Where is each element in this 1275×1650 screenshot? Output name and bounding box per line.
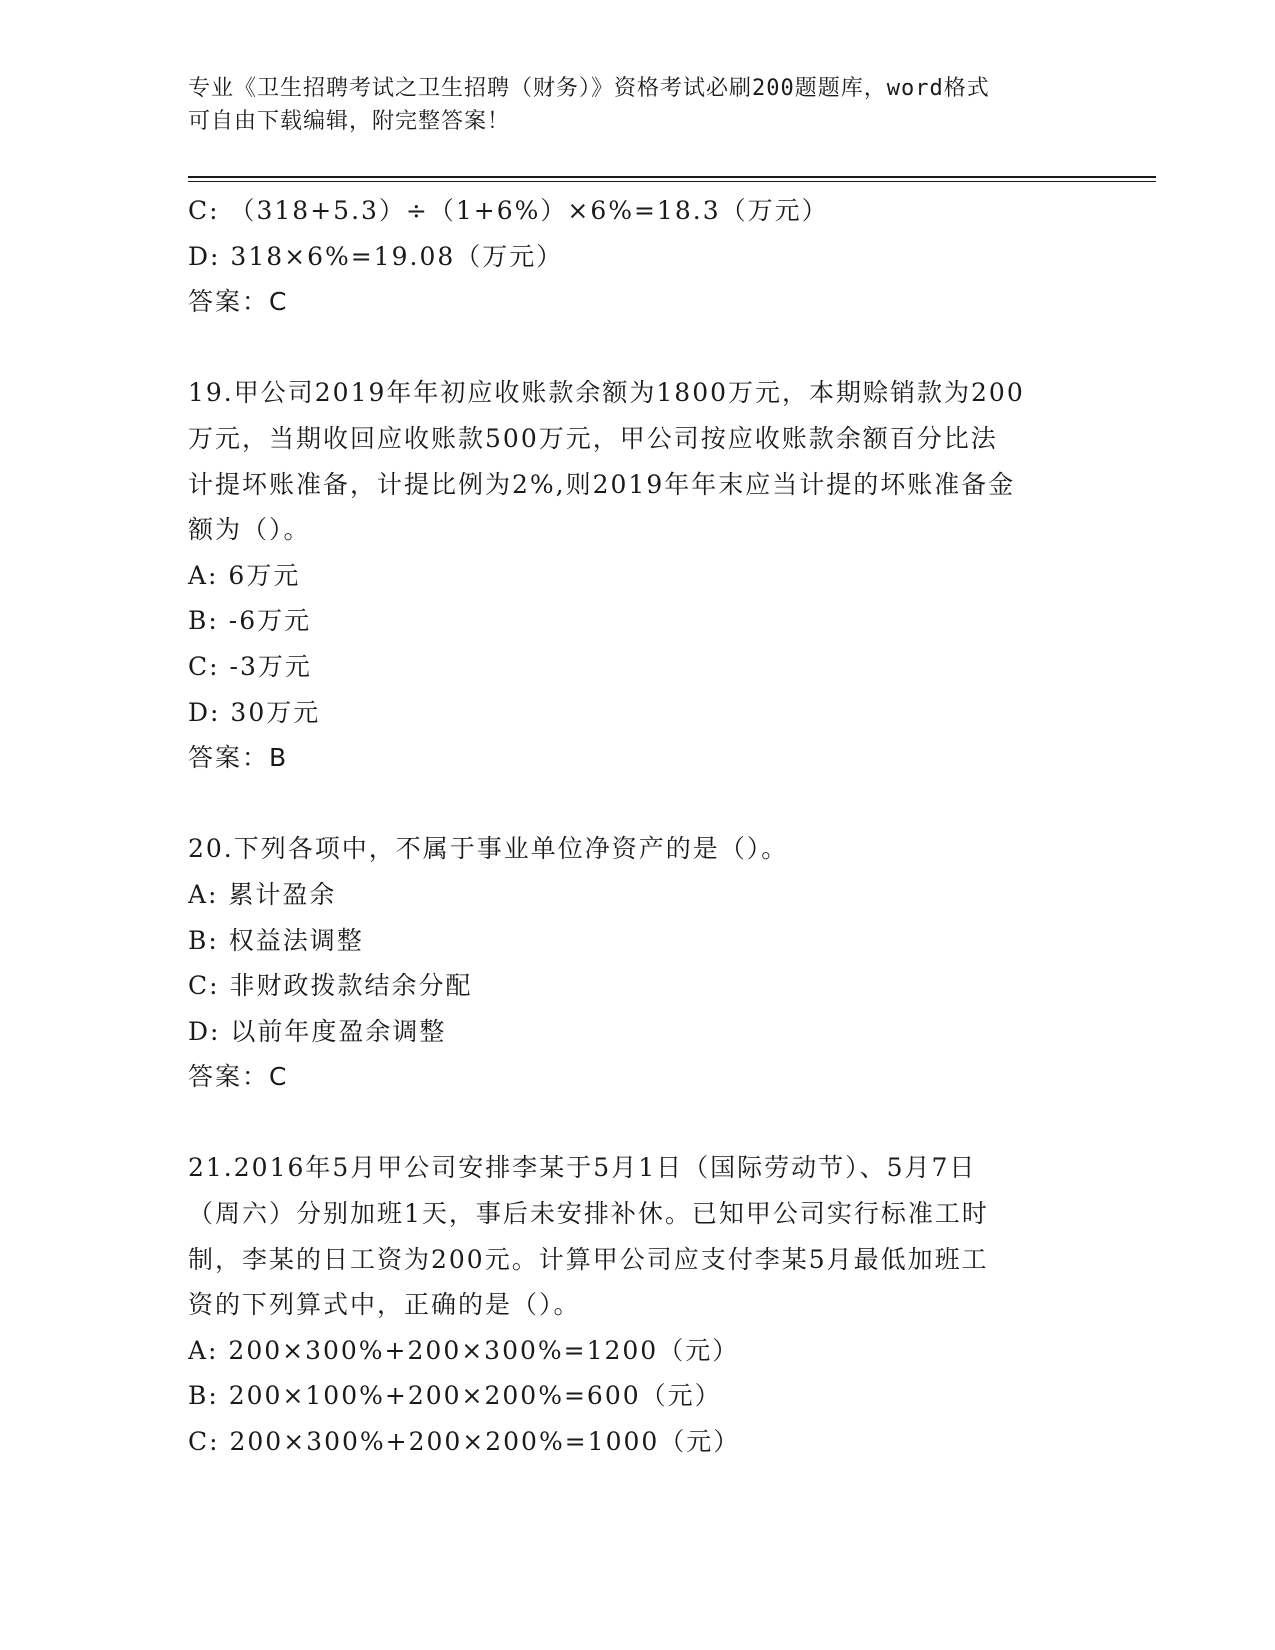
q21-stem-line-4: 资的下列算式中，正确的是（）。	[188, 1290, 581, 1320]
q19-stem-line-2: 万元，当期收回应收账款500万元，甲公司按应收账款余额百分比法	[188, 423, 998, 453]
q21-option-b: B: 200×100%+200×200%=600（元）	[188, 1381, 722, 1411]
question-20-block	[188, 826, 1088, 1100]
q21-stem-line-1: 21.2016年5月甲公司安排李某于5月1日（国际劳动节）、5月7日	[188, 1153, 977, 1183]
prev-answer: 答案：C	[188, 287, 289, 317]
question-19-block	[188, 370, 1088, 780]
q20-stem: 20.下列各项中，不属于事业单位净资产的是（）。	[188, 834, 789, 864]
q19-stem-line-1: 19.甲公司2019年年初应收账款余额为1800万元，本期赊销款为200	[188, 378, 1025, 408]
q20-option-c: C: 非财政拨款结余分配	[188, 971, 473, 1001]
q19-option-a: A: 6万元	[188, 560, 301, 590]
header-divider-thick	[188, 176, 1156, 178]
q19-stem-line-3: 计提坏账准备，计提比例为2%,则2019年年末应当计提的坏账准备金	[188, 469, 1016, 499]
q19-answer: 答案：B	[188, 743, 289, 773]
q19-option-d: D: 30万元	[188, 697, 321, 727]
q19-option-b: B: -6万元	[188, 606, 312, 636]
previous-question-block	[188, 188, 1088, 325]
q21-stem-line-2: （周六）分别加班1天，事后未安排补休。已知甲公司实行标准工时	[188, 1199, 989, 1229]
header-divider-thin	[188, 181, 1156, 182]
q20-option-d: D: 以前年度盈余调整	[188, 1016, 447, 1046]
prev-option-d: D: 318×6%=19.08（万元）	[188, 241, 564, 271]
header-title-line-1: 专业《卫生招聘考试之卫生招聘（财务）》资格考试必刷200题题库，word格式	[188, 76, 990, 101]
question-21-block	[188, 1145, 1088, 1464]
q20-option-a: A: 累计盈余	[188, 879, 337, 909]
header-title-line-2: 可自由下载编辑，附完整答案！	[188, 109, 511, 134]
q21-option-a: A: 200×300%+200×300%=1200（元）	[188, 1335, 740, 1365]
question-content	[188, 188, 1088, 1465]
q20-option-b: B: 权益法调整	[188, 925, 364, 955]
q20-answer: 答案：C	[188, 1062, 289, 1092]
prev-option-c: C: （318+5.3）÷（1+6%）×6%=18.3（万元）	[188, 196, 829, 225]
document-header	[188, 72, 1088, 138]
q21-stem-line-3: 制，李某的日工资为200元。计算甲公司应支付李某5月最低加班工	[188, 1244, 989, 1274]
q19-option-c: C: -3万元	[188, 651, 312, 681]
q21-option-c: C: 200×300%+200×200%=1000（元）	[188, 1427, 741, 1457]
q19-stem-line-4: 额为（）。	[188, 515, 311, 545]
